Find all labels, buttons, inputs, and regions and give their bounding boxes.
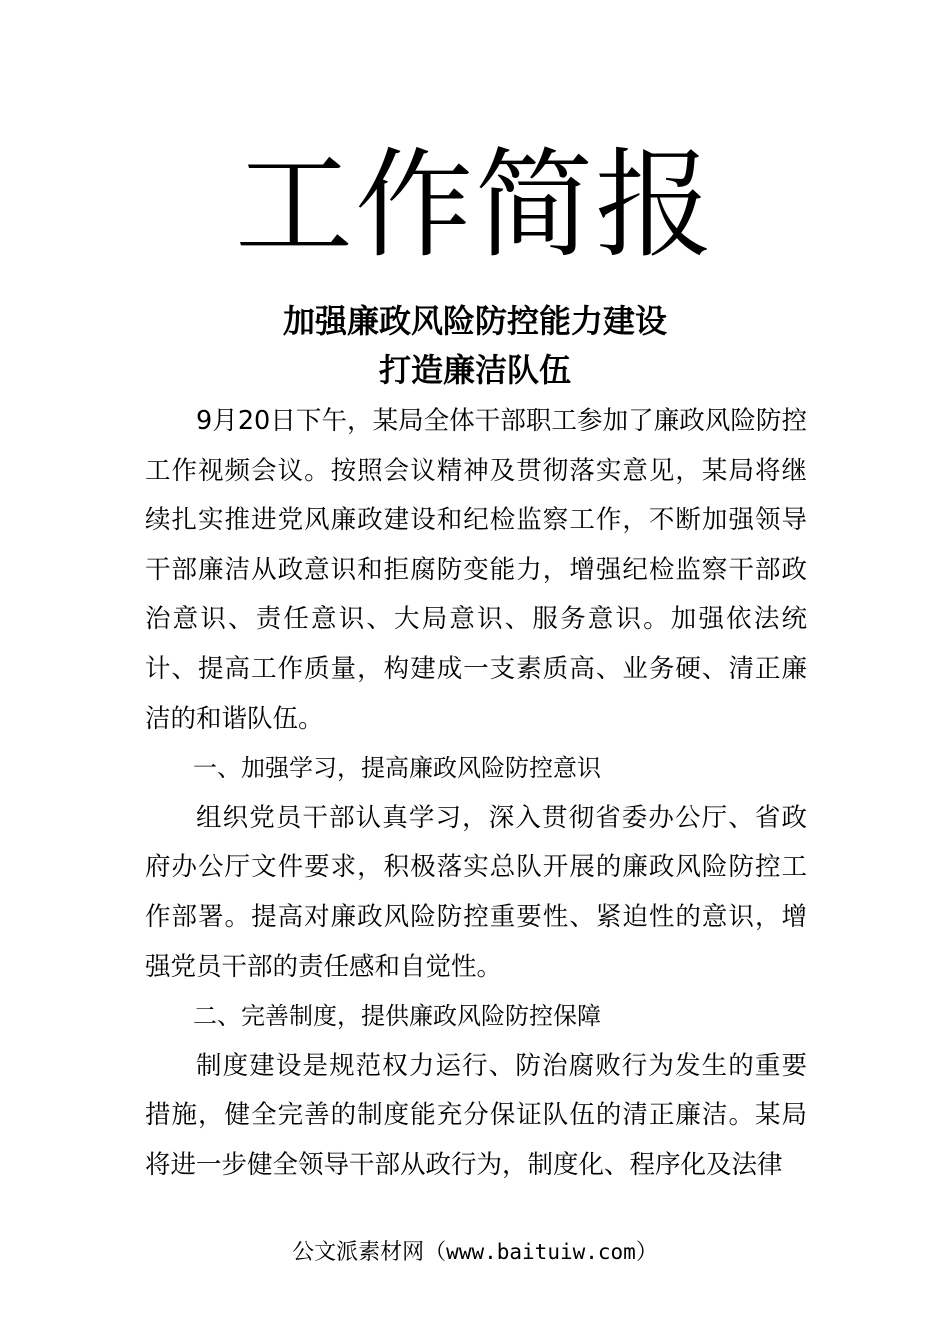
intro-paragraph: 9月20日下午，某局全体干部职工参加了廉政风险防控工作视频会议。按照会议精神及贯彻落实意见，某局将继续扎实推进党风廉政建设和纪检监察工作，不断加强领导干部廉洁从政意识和拒腐防变能力，增强纪检监察干部政治意识、责任意识、大局意识、服务意识。加强依法统计、提高工作质量，构建成一支素质高、业务硬、清正廉洁的和谐队伍。 xyxy=(145,406,807,734)
section-2-heading: 二、完善制度，提供廉政风险防控保障 xyxy=(193,1002,601,1031)
headline-line-1: 加强廉政风险防控能力建设 xyxy=(282,302,667,340)
section-1-heading: 一、加强学习，提高廉政风险防控意识 xyxy=(193,754,601,783)
footer-site-name: 公文派素材网 xyxy=(292,1240,425,1265)
footer-url-link[interactable]: www.baituiw.com xyxy=(446,1240,636,1264)
footer-source xyxy=(0,1232,950,1273)
article-body xyxy=(145,397,807,1191)
section-2-paragraph: 制度建设是规范权力运行、防治腐败行为发生的重要措施，健全完善的制度能充分保证队伍的清正廉洁。某局将进一步健全领导干部从政行为，制度化、程序化及法律 xyxy=(145,1050,807,1180)
footer-paren-close: ） xyxy=(635,1240,658,1265)
footer-paren-open: （ xyxy=(424,1240,447,1265)
masthead-title: 工作简报 xyxy=(234,136,715,274)
headline-line-2: 打造廉洁队伍 xyxy=(378,351,571,389)
section-1-paragraph: 组织党员干部认真学习，深入贯彻省委办公厅、省政府办公厅文件要求，积极落实总队开展的廉政风险防控工作部署。提高对廉政风险防控重要性、紧迫性的意识，增强党员干部的责任感和自觉性。 xyxy=(145,802,807,982)
